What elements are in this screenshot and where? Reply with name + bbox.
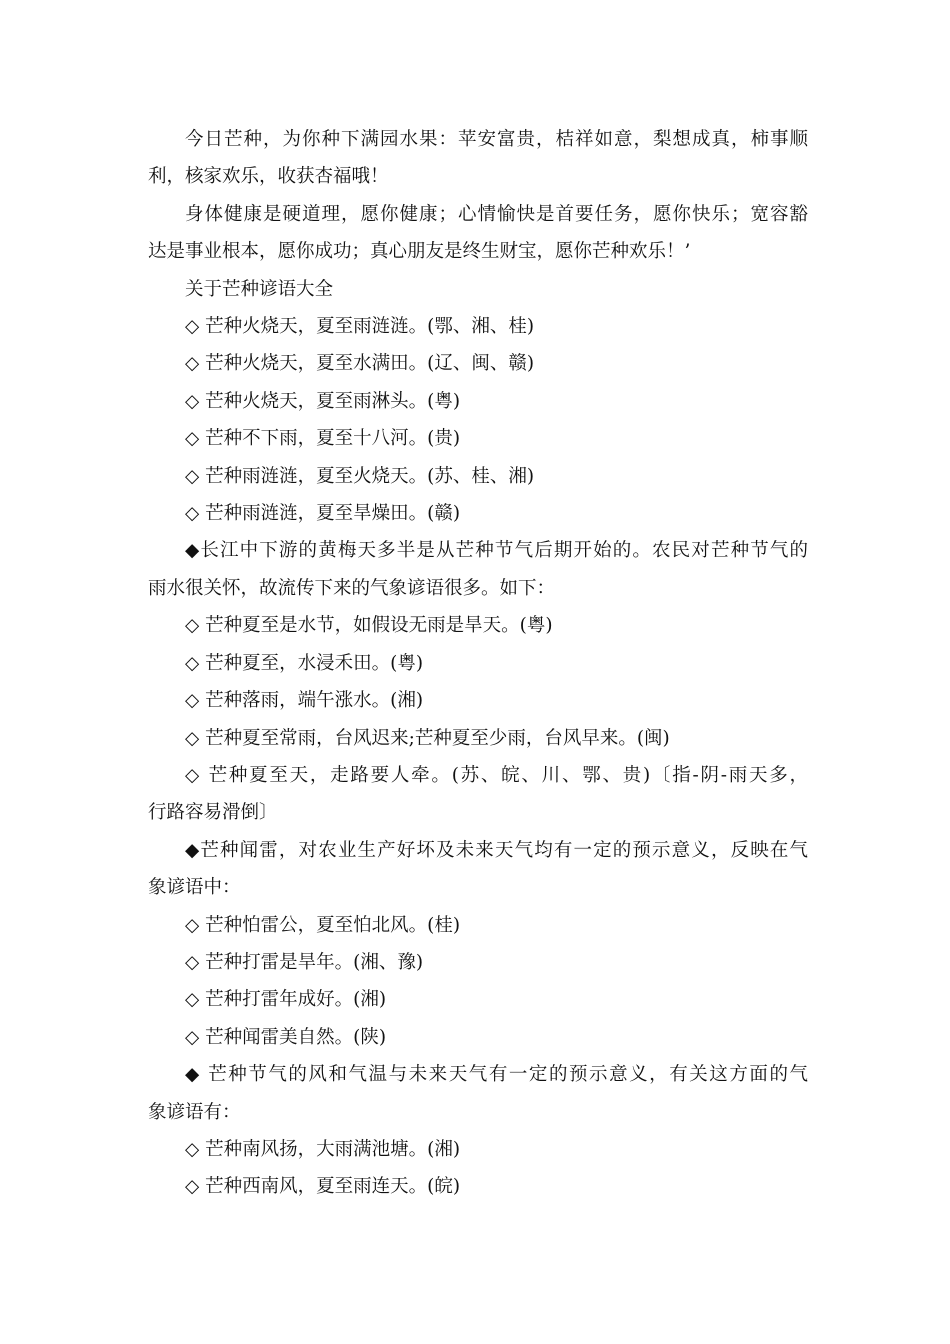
paragraph-line: 象谚语中： [148,877,241,899]
paragraph-line: 雨水很关怀，故流传下来的气象谚语很多。如下： [148,577,556,599]
paragraph-line: 达是事业根本，愿你成功；真心朋友是终生财宝，愿你芒种欢乐！’ [148,241,691,263]
paragraph-line: ◇ 芒种怕雷公，夏至怕北风。(桂) [185,914,461,936]
paragraph-line: ◇ 芒种夏至，水浸禾田。(粤) [185,652,424,674]
paragraph-line: ◇ 芒种打雷是旱年。(湘、豫) [185,951,424,973]
paragraph-line: 今日芒种，为你种下满园水果：苹安富贵，桔祥如意，梨想成真，柿事顺 [185,129,808,150]
paragraph-line: ◇ 芒种雨涟涟，夏至火烧天。(苏、桂、湘) [185,465,535,487]
paragraph-line: ◇ 芒种夏至常雨，台风迟来;芒种夏至少雨，台风早来。(闽) [185,727,670,749]
paragraph-line: ◇ 芒种火烧天，夏至雨淋头。(粤) [185,390,461,412]
paragraph-line: ◆ 芒种节气的风和气温与未来天气有一定的预示意义，有关这方面的气 [185,1064,808,1086]
paragraph-line: 利，核家欢乐，收获杏福哦！ [148,166,389,188]
paragraph-line: 身体健康是硬道理，愿你健康；心情愉快是首要任务，愿你快乐；宽容豁 [185,203,808,225]
paragraph-line: ◇ 芒种闻雷美自然。(陕) [185,1026,387,1048]
paragraph-line: ◇ 芒种打雷年成好。(湘) [185,989,387,1011]
paragraph-line: ◇ 芒种落雨，端午涨水。(湘) [185,690,424,712]
paragraph-line: ◇ 芒种夏至是水节，如假设无雨是旱天。(粤) [185,615,553,637]
paragraph-line: ◇ 芒种雨涟涟，夏至旱燥田。(赣) [185,503,461,525]
paragraph-line: 行路容易滑倒〕 [148,802,278,824]
paragraph-line: ◇ 芒种西南风，夏至雨连天。(皖) [185,1176,461,1198]
paragraph-line: ◇ 芒种夏至天，走路要人牵。(苏、皖、川、鄂、贵)〔指-阴-雨天多， [185,764,808,786]
paragraph-line: ◆长江中下游的黄梅天多半是从芒种节气后期开始的。农民对芒种节气的 [185,540,808,562]
paragraph-line: ◆芒种闻雷，对农业生产好坏及未来天气均有一定的预示意义，反映在气 [185,839,808,861]
paragraph-line: 关于芒种谚语大全 [185,278,334,300]
paragraph-line: ◇ 芒种不下雨，夏至十八河。(贵) [185,428,461,450]
paragraph-line: 象谚语有： [148,1101,241,1123]
paragraph-line: ◇ 芒种火烧天，夏至雨涟涟。(鄂、湘、桂) [185,316,535,338]
paragraph-line: ◇ 芒种火烧天，夏至水满田。(辽、闽、赣) [185,353,535,375]
paragraph-line: ◇ 芒种南风扬，大雨满池塘。(湘) [185,1138,461,1160]
document-page [148,121,808,1206]
